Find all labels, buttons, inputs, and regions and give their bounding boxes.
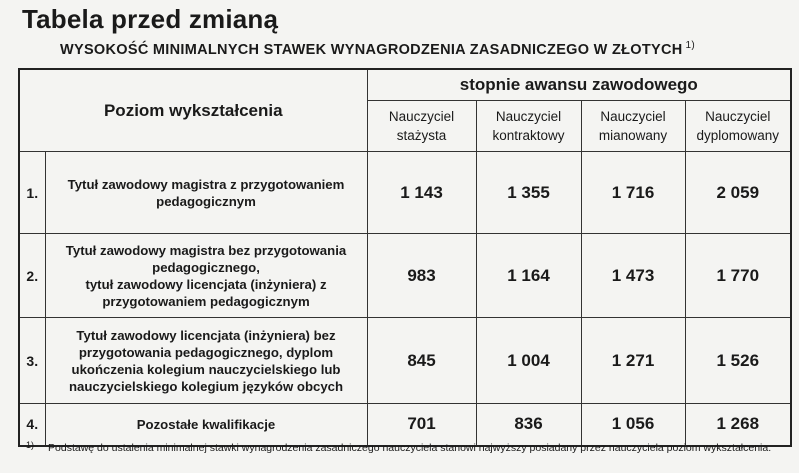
subtitle-footnote-mark: 1): [685, 40, 696, 51]
salary-value: 1 004: [476, 318, 581, 404]
table-row: [19, 152, 791, 234]
table-row: [19, 404, 791, 446]
qualification-line: Tytuł zawodowy magistra bez przygotowania: [65, 242, 347, 258]
salary-table: [18, 68, 792, 447]
qualification-line: ukończenia kolegium nauczycielskiego lub: [71, 361, 341, 377]
row-number: 4.: [19, 404, 45, 446]
column-header-line2: stażysta: [396, 128, 447, 143]
qualification-cell: [45, 318, 367, 404]
qualification-cell: [45, 404, 367, 446]
salary-value: 1 056: [581, 404, 685, 446]
salary-value: 701: [367, 404, 476, 446]
qualification-line: przygotowaniem pedagogicznym: [102, 293, 310, 309]
salary-value: 836: [476, 404, 581, 446]
salary-value: 1 271: [581, 318, 685, 404]
column-header-line1: Nauczyciel: [600, 109, 666, 124]
column-header-mianowany: [581, 101, 685, 152]
salary-value: 1 473: [581, 234, 685, 318]
table-row: [19, 234, 791, 318]
row-number: 3.: [19, 318, 45, 404]
column-header-line2: dyplomowany: [696, 128, 780, 143]
qualification-cell: [45, 234, 367, 318]
salary-value: 983: [367, 234, 476, 318]
salary-value: 1 716: [581, 152, 685, 234]
qualification-line: tytuł zawodowy licencjata (inżyniera) z: [85, 276, 327, 292]
salary-value: 1 164: [476, 234, 581, 318]
column-header-line1: Nauczyciel: [388, 109, 455, 124]
qualification-line: Pozostałe kwalifikacje: [136, 416, 276, 432]
qualification-cell: [45, 152, 367, 234]
column-header-stazysta: [367, 101, 476, 152]
table-row: [19, 318, 791, 404]
subtitle-text: WYSOKOŚĆ MINIMALNYCH STAWEK WYNAGRODZENIA ZASADNICZEGO W ZŁOTYCH: [60, 41, 683, 58]
qualification-line: pedagogicznego,: [152, 259, 260, 275]
salary-value: 1 526: [685, 318, 791, 404]
salary-value: 1 355: [476, 152, 581, 234]
column-header-line1: Nauczyciel: [705, 109, 771, 124]
qualification-line: Tytuł zawodowy licencjata (inżyniera) bez: [76, 327, 336, 343]
column-header-dyplomowany: [685, 101, 791, 152]
row-number: 2.: [19, 234, 45, 318]
promotion-levels-header: stopnie awansu zawodowego: [367, 69, 791, 101]
salary-value: 2 059: [685, 152, 791, 234]
table-subtitle: [60, 40, 695, 58]
qualification-line: nauczycielskiego kolegium języków obcych: [68, 378, 344, 394]
qualification-line: przygotowania pedagogicznego, dyplom: [78, 344, 334, 360]
column-header-line2: kontraktowy: [492, 128, 565, 143]
row-number: 1.: [19, 152, 45, 234]
column-header-line2: mianowany: [598, 128, 668, 143]
qualification-line: Tytuł zawodowy magistra z przygotowaniem: [67, 176, 345, 192]
salary-value: 845: [367, 318, 476, 404]
page-title: Tabela przed zmianą: [22, 4, 279, 34]
column-header-kontraktowy: [476, 101, 581, 152]
footnote-text: Podstawę do ustalenia minimalnej stawki wynagrodzenia zasadniczego nauczyciela stanowi najwyższy posiadany przez nauczyciela poziom wykształcenia.: [48, 442, 772, 454]
salary-value: 1 268: [685, 404, 791, 446]
salary-value: 1 143: [367, 152, 476, 234]
salary-value: 1 770: [685, 234, 791, 318]
education-level-header: Poziom wykształcenia: [19, 69, 367, 152]
qualification-line: pedagogicznym: [156, 193, 256, 209]
footnote-mark: 1): [26, 440, 35, 450]
footnote: [26, 442, 771, 454]
column-header-line1: Nauczyciel: [495, 109, 562, 124]
